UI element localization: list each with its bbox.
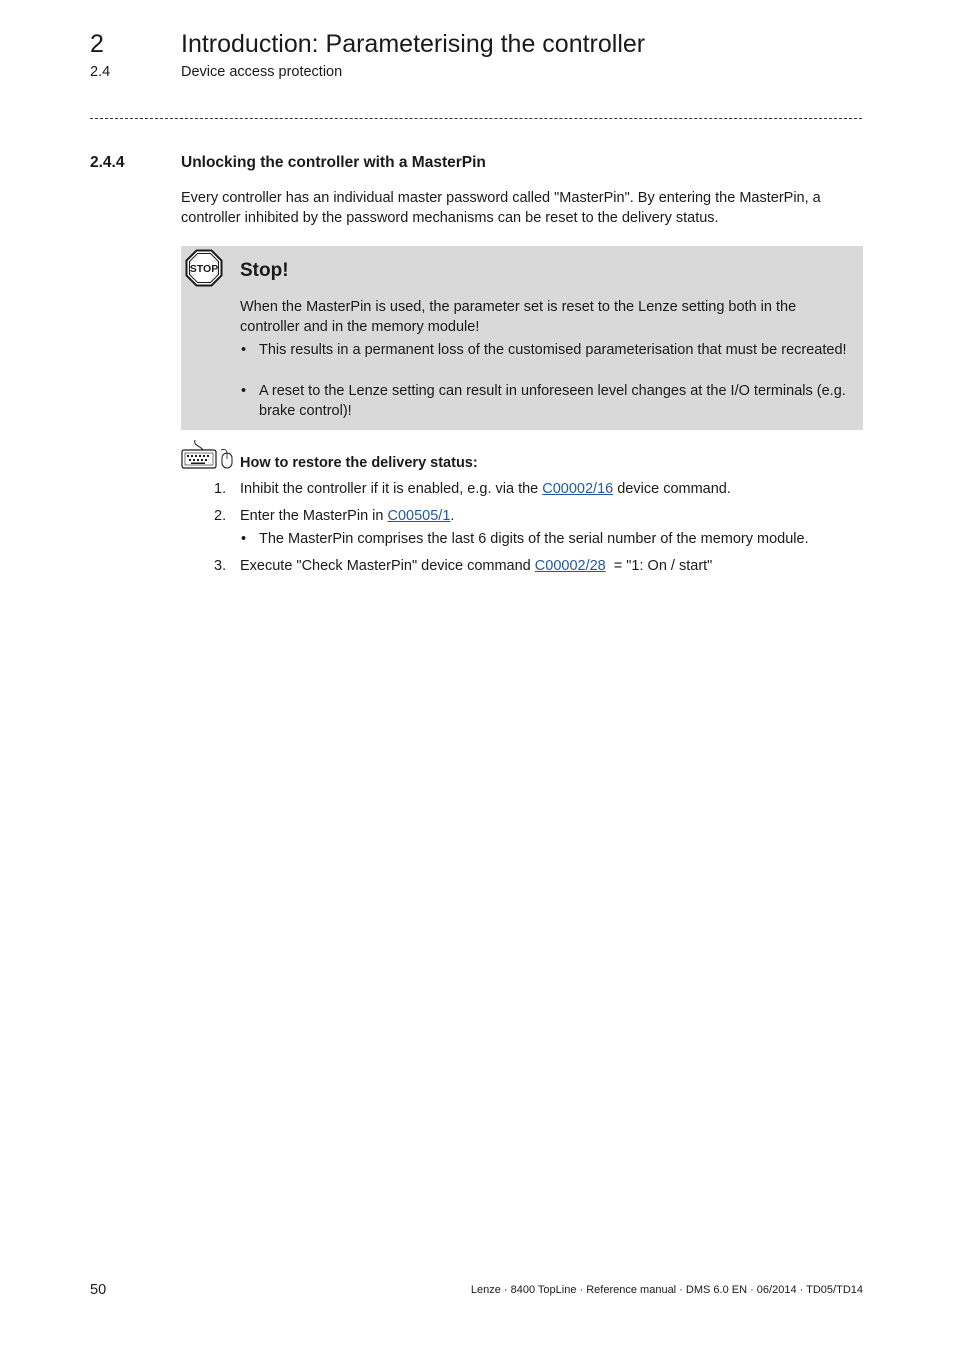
step-text-before: Inhibit the controller if it is enabled, e.g. via the <box>240 481 543 497</box>
bullet-marker: • <box>241 383 247 399</box>
stop-bullet-text: This results in a permanent loss of the customised parameterisation that must be recreated! <box>259 342 847 358</box>
header-divider <box>90 118 862 119</box>
stop-bullet-text: A reset to the Lenze setting can result in unforeseen level changes at the I/O terminals (e.g. brake control)! <box>259 383 846 419</box>
section-title: Device access protection <box>181 64 343 80</box>
stop-icon-label: STOP <box>189 263 219 275</box>
step-number: 3. <box>214 558 227 574</box>
intro-paragraph: Every controller has an individual master password called "MasterPin". By entering the MasterPin, a controller inhibited by the password mechanisms can be reset to the delivery status. <box>181 190 821 226</box>
subsection-number: 2.4.4 <box>90 154 125 171</box>
stop-sign-icon <box>185 249 223 287</box>
parameter-link-c00002-16[interactable]: C00002/16 <box>542 481 614 497</box>
step-bullet-text: The MasterPin comprises the last 6 digits of the serial number of the memory module. <box>259 531 809 547</box>
step-number: 1. <box>214 481 227 497</box>
chapter-title: Introduction: Parameterising the controller <box>181 30 646 58</box>
section-number: 2.4 <box>90 64 111 80</box>
parameter-link-c00505-1[interactable]: C00505/1 <box>387 508 451 524</box>
stop-text: When the MasterPin is used, the parameter set is reset to the Lenze setting both in the controller and in the memory module! <box>240 299 797 335</box>
parameter-link-c00002-28[interactable]: C00002/28 <box>534 558 606 574</box>
stop-title: Stop! <box>240 260 289 281</box>
step-text-after: . <box>450 508 455 524</box>
step-text <box>240 480 890 500</box>
step-text-before: Enter the MasterPin in <box>240 508 388 524</box>
bullet-marker: • <box>241 531 247 547</box>
chapter-number: 2 <box>90 30 104 58</box>
bullet-marker: • <box>241 342 247 358</box>
step-text-before: Execute "Check MasterPin" device command <box>240 558 535 574</box>
howto-title: How to restore the delivery status: <box>240 455 478 471</box>
step-text <box>240 557 890 577</box>
step-text-after: = "1: On / start" <box>605 558 713 574</box>
step-number: 2. <box>214 508 227 524</box>
subsection-title: Unlocking the controller with a MasterPin <box>181 154 486 171</box>
page-number: 50 <box>90 1282 107 1298</box>
step-text <box>240 507 890 527</box>
footer-text: Lenze · 8400 TopLine · Reference manual · DMS 6.0 EN · 06/2014 · TD05/TD14 <box>470 1284 863 1296</box>
step-text-after: device command. <box>613 481 731 497</box>
keyboard-mouse-icon <box>181 440 235 470</box>
